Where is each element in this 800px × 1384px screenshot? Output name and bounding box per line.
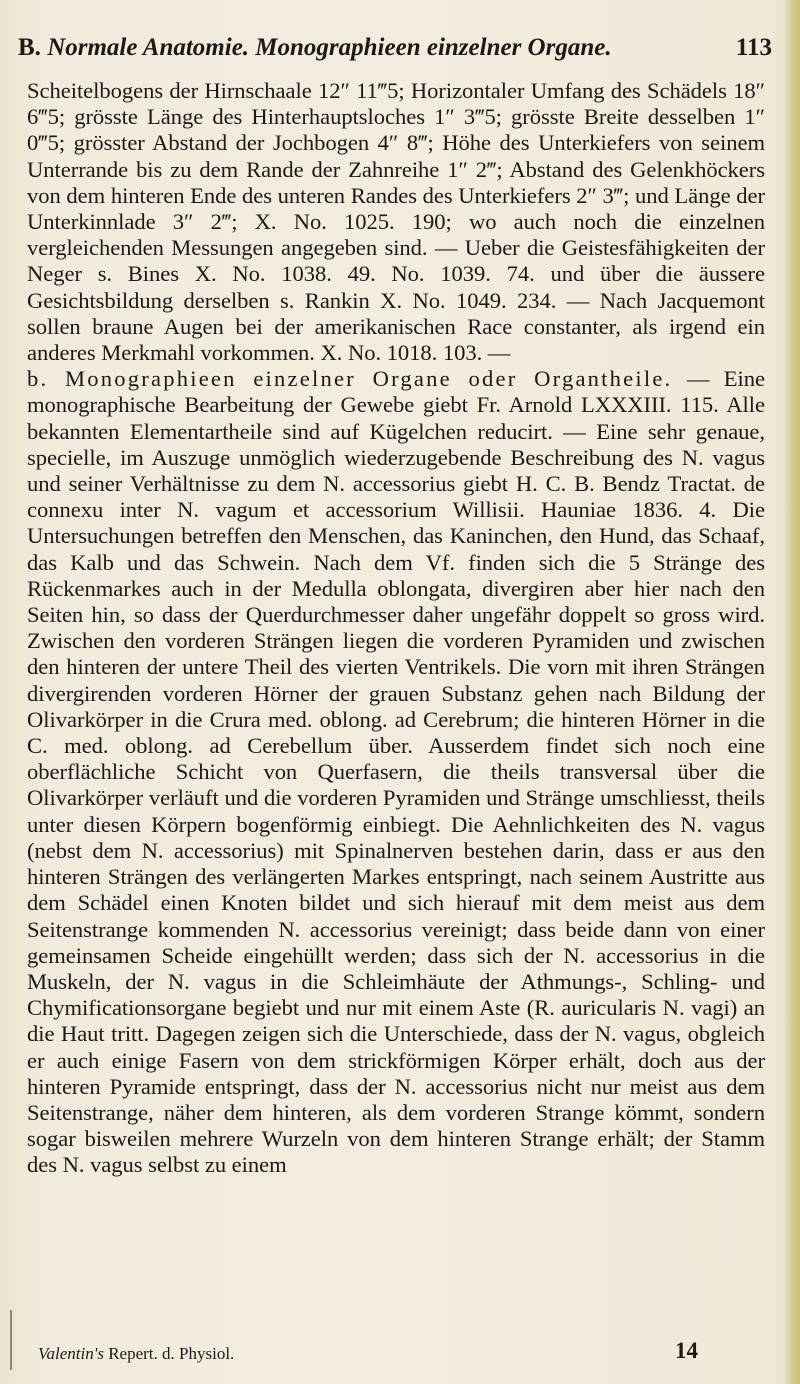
page-edge [784, 0, 800, 1384]
header-section: B. [18, 34, 41, 61]
page-number: 113 [735, 34, 772, 61]
footer-title: Repert. d. Physiol. [108, 1344, 235, 1363]
paragraph-2-text: — Eine monographische Bearbeitung der Gewebe giebt Fr. Arnold LXXXIII. 115. Alle bekannten Elementartheile sind auf Kügelchen reducirt. — Eine sehr genaue, specielle, im Auszuge unmöglich wiederzugebende Beschreibung des N. vagus und seiner Verhältnisse zu dem N. accessorius giebt H. C. B. Bendz Tractat. de connexu inter N. vagum et accessorium Willisii. Hauniae 1836. 4. Die Untersuchungen betreffen den Menschen, das Kaninchen, den Hund, das Schaaf, das Kalb und das Schwein. Nach dem Vf. finden sich die 5 Stränge des Rückenmarkes auch in der Medulla oblongata, divergiren aber hier nach den Seiten hin, so dass der Querdurchmesser daher ungefähr doppelt so gross wird. Zwischen den vorderen Strängen liegen die vorderen Pyramiden und zwischen den hinteren der untere Theil des vierten Ventrikels. Die vorn mit ihren Strängen divergirenden vorderen Hörner der grauen Substanz gehen nach Bildung der Olivarkörper in die Crura med. oblong. ad Cerebrum; die hinteren Hörner in die C. med. oblong. ad Cerebellum über. Ausserdem findet sich noch eine oberflächliche Schicht von Querfasern, die theils transversal über die Olivarkörper verläuft und die vorderen Pyramiden und Stränge umschliesst, theils unter diesen Körpern bogenförmig einbiegt. Die Aehnlichkeiten des N. vagus (nebst dem N. accessorius) mit Spinalnerven bestehen darin, dass er aus den hinteren Strängen des verlängerten Markes entspringt, nach seinem Austritte aus dem Schädel einen Knoten bildet und sich hierauf mit dem meist aus dem Seitenstrange kommenden N. accessorius vereinigt; dass beide dann von einer gemeinsamen Scheide eingehüllt werden; dass sich der N. accessorius in die Muskeln, der N. vagus in die Schleimhäute der Athmungs-, Schling- und Chymificationsorgane begiebt und nur mit einem Aste (R. auricularis N. vagi) an die Haut tritt. Dagegen zeigen sich die Unterschiede, dass der N. vagus, obgleich er auch einige Fasern von dem strickförmigen Körper erhält, doch aus der hinteren Pyramide entspringt, dass der N. accessorius nicht nur meist aus dem Seitenstrange, näher dem hinteren, als dem vorderen Strange kömmt, sondern sogar bisweilen mehrere Wurzeln von dem hinteren Strange erhält; der Stamm des N. vagus selbst zu einem [27, 366, 765, 1178]
margin-mark [10, 1310, 12, 1370]
body-text [27, 78, 765, 1179]
footer-author: Valentin's [38, 1344, 104, 1363]
signature-mark: 14 [675, 1338, 698, 1363]
header-title: Normale Anatomie. Monographieen einzelner Organe. [47, 34, 612, 61]
paragraph-2 [27, 366, 765, 1178]
running-header [18, 34, 782, 68]
paragraph-1: Scheitelbogens der Hirnschaale 12″ 11‴5; Horizontaler Umfang des Schädels 18″ 6‴5; grösste Länge des Hinterhauptsloches 1″ 3‴5; grösste Breite desselben 1″ 0‴5; grösster Abstand der Jochbogen 4″ 8‴; Höhe des Unterkiefers von seinem Unterrande bis zu dem Rande der Zahnreihe 1″ 2‴; Abstand des Gelenkhöckers von dem hinteren Ende des unteren Randes des Unterkiefers 2″ 3‴; und Länge der Unterkinnlade 3″ 2‴; X. No. 1025. 190; wo auch noch die einzelnen vergleichenden Messungen angegeben sind. — Ueber die Geistesfähigkeiten der Neger s. Bines X. No. 1038. 49. No. 1039. 74. und über die äussere Gesichtsbildung derselben s. Rankin X. No. 1049. 234. — Nach Jacquemont sollen braune Augen bei der amerikanischen Race constanter, als irgend ein anderes Merkmahl vorkommen. X. No. 1018. 103. — [27, 78, 765, 366]
page-footer [38, 1338, 698, 1370]
section-subheading: b. Monographieen einzelner Organe oder Organtheile. [27, 366, 673, 392]
footer-source [38, 1344, 234, 1363]
